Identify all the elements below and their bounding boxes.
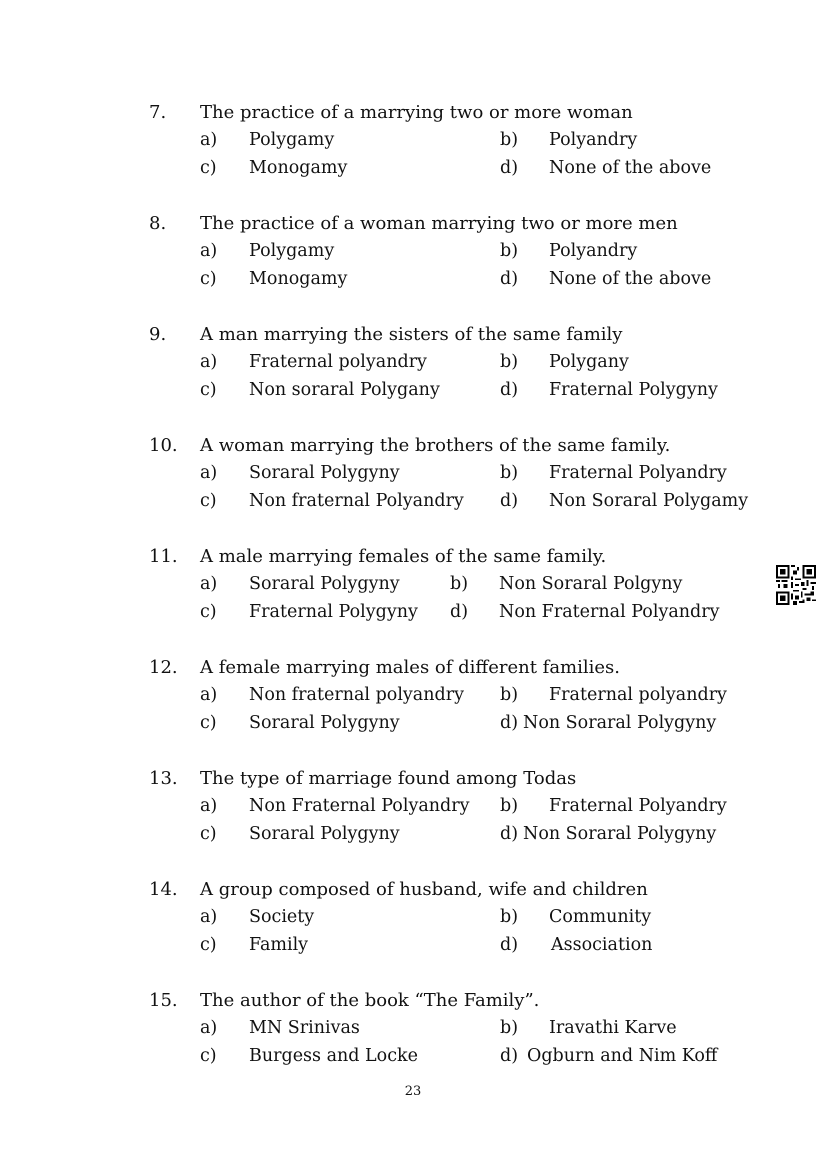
option-text: Non Soraral Polygyny [523,824,717,844]
question-number: 12. [149,657,178,678]
question-number: 8. [149,213,167,234]
option-label: b) [500,463,519,483]
option-label: d) [500,491,519,511]
option-text: Non Fraternal Polyandry [499,602,720,622]
option-text: Non Soraral Polgyny [499,574,683,594]
option-text: Ogburn and Nim Koff [527,1046,718,1066]
option-label: a) [200,907,218,927]
option-label: a) [200,130,218,150]
option-label: c) [200,935,217,955]
question-13 [0,768,826,858]
option-label: b) [500,907,519,927]
option-text: Fraternal polyandry [549,685,727,705]
option-label: b) [500,352,519,372]
question-7 [0,102,826,192]
option-label: d) [500,158,519,178]
option-text: Fraternal Polyandry [549,796,727,816]
question-stem: A man marrying the sisters of the same family [200,324,623,345]
question-number: 7. [149,102,167,123]
option-label: d) [500,935,519,955]
question-stem: The practice of a woman marrying two or more men [200,213,678,234]
option-text: Non fraternal polyandry [249,685,464,705]
question-stem: The practice of a marrying two or more woman [200,102,633,123]
option-text: Soraral Polygyny [249,574,400,594]
option-label: d) [500,824,519,844]
question-9 [0,324,826,414]
option-text: Polygany [549,352,629,372]
option-text: None of the above [549,158,712,178]
question-stem: A male marrying females of the same family. [200,546,607,567]
option-text: Soraral Polygyny [249,824,400,844]
question-15 [0,990,826,1080]
option-text: Burgess and Locke [249,1046,418,1066]
question-stem: A group composed of husband, wife and children [200,879,648,900]
option-text: Fraternal polyandry [249,352,427,372]
option-text: Non fraternal Polyandry [249,491,464,511]
qr-code-icon [776,565,816,605]
option-text: Monogamy [249,158,348,178]
question-number: 9. [149,324,167,345]
option-label: d) [500,713,519,733]
option-label: c) [200,1046,217,1066]
option-label: c) [200,713,217,733]
option-text: Polyandry [549,241,638,261]
option-label: c) [200,158,217,178]
question-8 [0,213,826,303]
option-text: Community [549,907,652,927]
option-text: Polygamy [249,130,335,150]
option-label: c) [200,269,217,289]
option-label: a) [200,796,218,816]
option-text: MN Srinivas [249,1018,360,1038]
question-stem: The author of the book “The Family”. [200,990,540,1011]
question-stem: A female marrying males of different families. [200,657,620,678]
option-label: c) [200,824,217,844]
option-text: Iravathi Karve [549,1018,677,1038]
question-stem: The type of marriage found among Todas [200,768,577,789]
option-text: Family [249,935,309,955]
question-14 [0,879,826,969]
option-label: c) [200,380,217,400]
option-text: Polygamy [249,241,335,261]
option-label: d) [500,1046,519,1066]
question-11 [0,546,826,636]
option-label: b) [500,685,519,705]
option-text: Society [249,907,315,927]
question-number: 14. [149,879,178,900]
option-text: Soraral Polygyny [249,463,400,483]
option-label: a) [200,241,218,261]
option-label: a) [200,1018,218,1038]
option-text: Monogamy [249,269,348,289]
option-label: a) [200,574,218,594]
page-number: 23 [404,1084,422,1099]
question-number: 13. [149,768,178,789]
question-number: 11. [149,546,178,567]
option-label: a) [200,685,218,705]
option-text: Polyandry [549,130,638,150]
option-text: Non Fraternal Polyandry [249,796,470,816]
option-label: b) [500,796,519,816]
question-10 [0,435,826,525]
option-label: b) [500,1018,519,1038]
option-label: c) [200,602,217,622]
option-label: b) [500,130,519,150]
option-text: Soraral Polygyny [249,713,400,733]
option-label: d) [500,380,519,400]
option-label: b) [500,241,519,261]
option-text: Non Soraral Polygamy [549,491,749,511]
question-12 [0,657,826,747]
option-text: None of the above [549,269,712,289]
option-label: a) [200,352,218,372]
option-label: c) [200,491,217,511]
option-text: Fraternal Polygyny [249,602,418,622]
option-text: Non Soraral Polygyny [523,713,717,733]
option-text: Fraternal Polygyny [549,380,718,400]
option-text: Fraternal Polyandry [549,463,727,483]
question-stem: A woman marrying the brothers of the same family. [200,435,671,456]
option-label: a) [200,463,218,483]
option-text: Non soraral Polygany [249,380,440,400]
option-label: d) [450,602,469,622]
question-number: 15. [149,990,178,1011]
option-label: b) [450,574,469,594]
option-text: Association [551,935,653,955]
question-number: 10. [149,435,178,456]
option-label: d) [500,269,519,289]
